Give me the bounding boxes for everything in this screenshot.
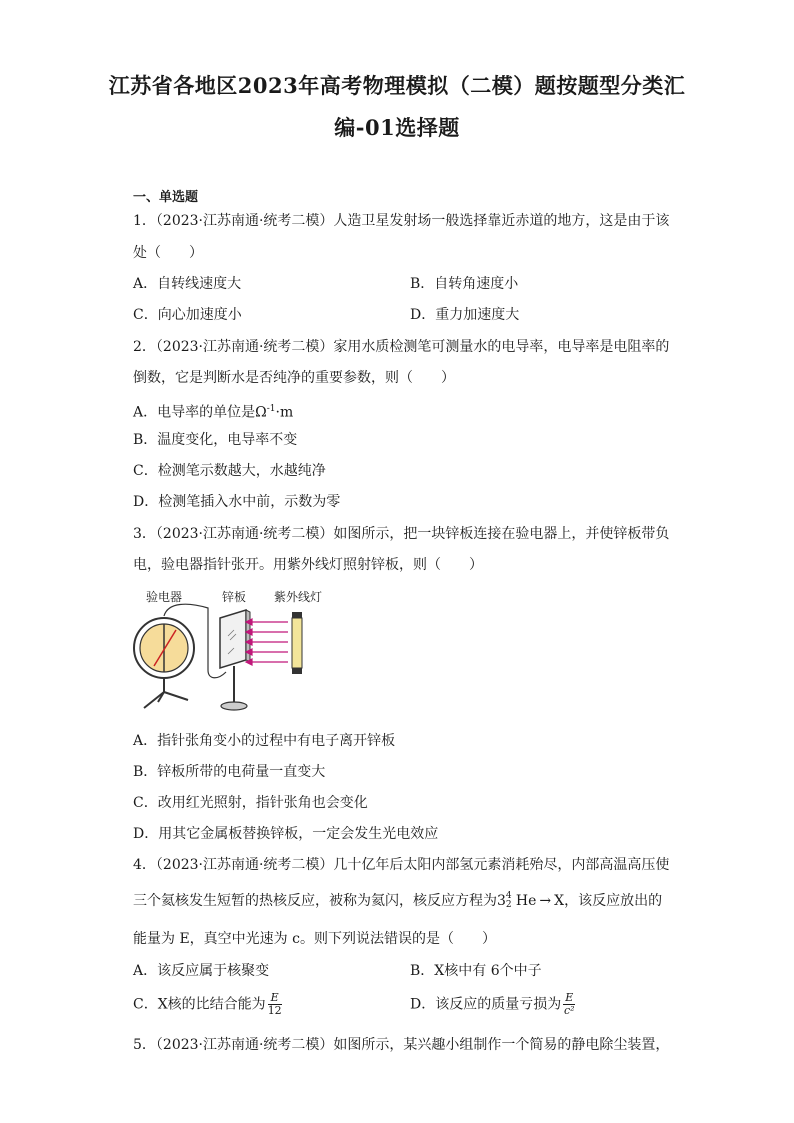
fraction-e-over-c2 bbox=[563, 992, 575, 1017]
q4-stem-text: 三个氦核发生短暂的热核反应，被称为氦闪，核反应方程为 bbox=[133, 893, 497, 909]
eq-element: He bbox=[515, 893, 537, 909]
q4-option-c bbox=[133, 992, 284, 1017]
label-zinc-plate: 锌板 bbox=[222, 590, 247, 604]
q2-option-d: D．检测笔插入水中前，示数为零 bbox=[133, 494, 341, 510]
electroscope-diagram bbox=[128, 588, 348, 718]
q2-option-a bbox=[133, 399, 293, 423]
uv-rays bbox=[246, 619, 288, 665]
denominator: c² bbox=[563, 1004, 575, 1017]
uv-lamp-cap-top bbox=[292, 612, 302, 618]
ohm-symbol: Ω bbox=[255, 404, 267, 421]
mass-number: 4 bbox=[505, 891, 512, 901]
isotope-numbers bbox=[506, 892, 516, 910]
q4-stem-line2 bbox=[133, 891, 662, 911]
doc-title-line-2: 编-01选择题 bbox=[334, 115, 460, 140]
tripod-leg-left bbox=[144, 692, 164, 708]
section-heading: 一、单选题 bbox=[133, 190, 199, 205]
q3-stem-line2: 电，验电器指针张开。用紫外线灯照射锌板，则（ ） bbox=[133, 557, 483, 573]
denominator: 12 bbox=[267, 1004, 282, 1017]
q1-stem-line2: 处（ ） bbox=[133, 245, 203, 261]
q4-stem-line1: 4．（2023·江苏南通·统考二模）几十亿年后太阳内部氢元素消耗殆尽，内部高温高压使 bbox=[133, 857, 670, 873]
q2-option-c: C．检测笔示数越大，水越纯净 bbox=[133, 463, 326, 479]
tripod-leg-right bbox=[164, 692, 188, 700]
eq-product: X bbox=[554, 893, 565, 909]
q3-option-c: C．改用红光照射，指针张角也会变化 bbox=[133, 795, 368, 811]
zinc-plate bbox=[220, 610, 246, 668]
uv-lamp-cap-bottom bbox=[292, 668, 302, 674]
q5-stem-line1: 5．（2023·江苏南通·统考二模）如图所示，某兴趣小组制作一个简易的静电除尘装置， bbox=[133, 1037, 670, 1053]
q3-option-a: A．指针张角变小的过程中有电子离开锌板 bbox=[133, 733, 396, 749]
q4-option-d-text: D．该反应的质量亏损为 bbox=[410, 996, 562, 1013]
q4-option-d bbox=[410, 992, 577, 1017]
q3-option-b: B．锌板所带的电荷量一直变大 bbox=[133, 764, 326, 780]
q3-stem-line1: 3．（2023·江苏南通·统考二模）如图所示，把一块锌板连接在验电器上，并使锌板带负 bbox=[133, 526, 670, 542]
q1-option-d: D．重力加速度大 bbox=[410, 307, 520, 323]
q2-option-a-text: A．电导率的单位是 bbox=[133, 404, 256, 421]
q2-stem-line2: 倒数，它是判断水是否纯净的重要参数，则（ ） bbox=[133, 370, 455, 386]
q2-option-b: B．温度变化，电导率不变 bbox=[133, 432, 298, 448]
label-uv-lamp: 紫外线灯 bbox=[274, 590, 323, 604]
q4-option-c-text: C．X核的比结合能为 bbox=[133, 996, 266, 1013]
numerator: E bbox=[565, 991, 574, 1004]
q4-stem-line3: 能量为 E，真空中光速为 c。则下列说法错误的是（ ） bbox=[133, 931, 496, 947]
doc-title-line-1: 江苏省各地区2023年高考物理模拟（二模）题按题型分类汇 bbox=[108, 73, 686, 98]
q3-option-d: D．用其它金属板替换锌板，一定会发生光电效应 bbox=[133, 826, 439, 842]
fraction-e-over-12 bbox=[268, 992, 282, 1017]
unit-tail: ·m bbox=[275, 404, 294, 421]
exponent: -1 bbox=[266, 404, 276, 414]
atomic-number: 2 bbox=[505, 900, 512, 910]
q4-option-b: B．X核中有 6个中子 bbox=[410, 963, 542, 979]
q4-option-a: A．该反应属于核聚变 bbox=[133, 963, 270, 979]
label-electroscope: 验电器 bbox=[146, 590, 183, 604]
uv-lamp-tube bbox=[292, 618, 302, 668]
eq-arrow: → bbox=[539, 893, 552, 909]
eq-coefficient: 3 bbox=[497, 893, 506, 909]
q2-stem-line1: 2．（2023·江苏南通·统考二模）家用水质检测笔可测量水的电导率，电导率是电阻率的 bbox=[133, 339, 670, 355]
plate-base bbox=[221, 702, 247, 710]
electroscope-figure bbox=[128, 588, 348, 718]
q1-option-b: B．自转角速度小 bbox=[410, 276, 519, 292]
q1-stem-line1: 1．（2023·江苏南通·统考二模）人造卫星发射场一般选择靠近赤道的地方，这是由于该 bbox=[133, 213, 670, 229]
q1-option-c: C．向心加速度小 bbox=[133, 307, 242, 323]
numerator: E bbox=[268, 992, 282, 1005]
q1-option-a: A．自转线速度大 bbox=[133, 276, 242, 292]
q4-stem-tail: ，该反应放出的 bbox=[564, 893, 663, 909]
